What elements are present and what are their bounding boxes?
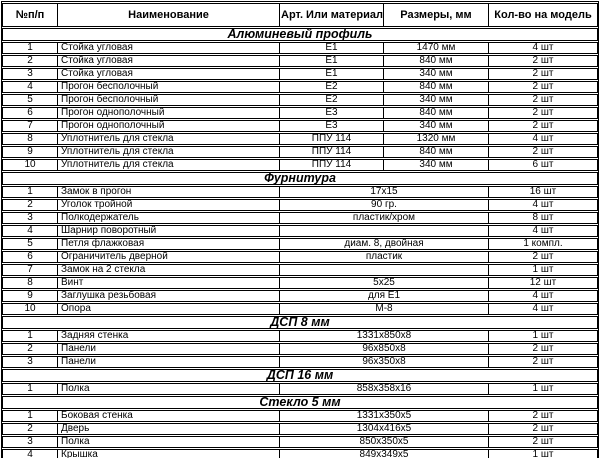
row-number-cell: 5 bbox=[2, 238, 58, 250]
row-size-cell: 840 мм bbox=[384, 107, 489, 119]
row-name-cell: Уплотнитель для стекла bbox=[58, 146, 280, 158]
row-art-cell: Е3 bbox=[280, 107, 384, 119]
table-body bbox=[2, 28, 598, 458]
row-number-cell: 1 bbox=[2, 383, 58, 395]
row-name-cell: Опора bbox=[58, 303, 280, 315]
row-spec-cell bbox=[280, 225, 489, 237]
row-spec-cell: для Е1 bbox=[280, 290, 489, 302]
row-qty-cell: 2 шт bbox=[489, 343, 598, 355]
row-size-cell: 340 мм bbox=[384, 159, 489, 171]
row-qty-cell: 4 шт bbox=[489, 303, 598, 315]
row-number-cell: 1 bbox=[2, 410, 58, 422]
row-name-cell: Стойка угловая bbox=[58, 55, 280, 67]
row-spec-cell: 1304х416х5 bbox=[280, 423, 489, 435]
row-qty-cell: 4 шт bbox=[489, 199, 598, 211]
row-qty-cell: 8 шт bbox=[489, 212, 598, 224]
row-name-cell: Петля флажковая bbox=[58, 238, 280, 250]
row-spec-cell: М-8 bbox=[280, 303, 489, 315]
table-row bbox=[2, 410, 598, 422]
row-number-cell: 3 bbox=[2, 436, 58, 448]
row-qty-cell: 1 шт bbox=[489, 383, 598, 395]
table-row bbox=[2, 199, 598, 211]
row-name-cell: Уплотнитель для стекла bbox=[58, 133, 280, 145]
row-qty-cell: 2 шт bbox=[489, 55, 598, 67]
row-number-cell: 8 bbox=[2, 133, 58, 145]
table-row bbox=[2, 449, 598, 458]
row-number-cell: 10 bbox=[2, 303, 58, 315]
row-number-cell: 9 bbox=[2, 146, 58, 158]
section-title: ДСП 8 мм bbox=[2, 316, 598, 329]
row-spec-cell: 96х850х8 bbox=[280, 343, 489, 355]
section-row bbox=[2, 172, 598, 185]
table-row bbox=[2, 120, 598, 132]
row-number-cell: 8 bbox=[2, 277, 58, 289]
row-name-cell: Прогон бесполочный bbox=[58, 81, 280, 93]
row-qty-cell: 4 шт bbox=[489, 290, 598, 302]
parts-table bbox=[2, 2, 598, 458]
row-spec-cell: 849х349х5 bbox=[280, 449, 489, 458]
table-row bbox=[2, 238, 598, 250]
row-qty-cell: 4 шт bbox=[489, 42, 598, 54]
row-art-cell: Е2 bbox=[280, 94, 384, 106]
row-spec-cell: 1331х350х5 bbox=[280, 410, 489, 422]
row-name-cell: Задняя стенка bbox=[58, 330, 280, 342]
row-number-cell: 4 bbox=[2, 225, 58, 237]
row-qty-cell: 4 шт bbox=[489, 225, 598, 237]
table-row bbox=[2, 264, 598, 276]
section-row bbox=[2, 396, 598, 409]
row-art-cell: ППУ 114 bbox=[280, 133, 384, 145]
row-qty-cell: 16 шт bbox=[489, 186, 598, 198]
row-spec-cell: 17х15 bbox=[280, 186, 489, 198]
row-number-cell: 4 bbox=[2, 449, 58, 458]
row-name-cell: Прогон бесполочный bbox=[58, 94, 280, 106]
row-art-cell: Е3 bbox=[280, 120, 384, 132]
row-number-cell: 6 bbox=[2, 251, 58, 263]
row-qty-cell: 2 шт bbox=[489, 81, 598, 93]
table-row bbox=[2, 68, 598, 80]
table-row bbox=[2, 212, 598, 224]
row-qty-cell: 12 шт bbox=[489, 277, 598, 289]
row-spec-cell: 5х25 bbox=[280, 277, 489, 289]
table-row bbox=[2, 159, 598, 171]
column-header: Размеры, мм bbox=[384, 3, 489, 27]
table-row bbox=[2, 146, 598, 158]
row-name-cell: Боковая стенка bbox=[58, 410, 280, 422]
row-qty-cell: 2 шт bbox=[489, 120, 598, 132]
row-name-cell: Стойка угловая bbox=[58, 68, 280, 80]
table-row bbox=[2, 94, 598, 106]
row-number-cell: 3 bbox=[2, 212, 58, 224]
row-size-cell: 340 мм bbox=[384, 68, 489, 80]
row-qty-cell: 2 шт bbox=[489, 410, 598, 422]
row-number-cell: 1 bbox=[2, 186, 58, 198]
row-spec-cell: 858х358х16 bbox=[280, 383, 489, 395]
row-qty-cell: 2 шт bbox=[489, 436, 598, 448]
section-title: ДСП 16 мм bbox=[2, 369, 598, 382]
row-name-cell: Стойка угловая bbox=[58, 42, 280, 54]
row-spec-cell: пластик bbox=[280, 251, 489, 263]
row-number-cell: 3 bbox=[2, 68, 58, 80]
row-name-cell: Полка bbox=[58, 383, 280, 395]
row-art-cell: Е2 bbox=[280, 81, 384, 93]
row-art-cell: Е1 bbox=[280, 68, 384, 80]
table-row bbox=[2, 81, 598, 93]
row-number-cell: 7 bbox=[2, 120, 58, 132]
section-title: Фурнитура bbox=[2, 172, 598, 185]
section-row bbox=[2, 369, 598, 382]
row-size-cell: 340 мм bbox=[384, 120, 489, 132]
row-name-cell: Ограничитель дверной bbox=[58, 251, 280, 263]
table-row bbox=[2, 423, 598, 435]
row-number-cell: 10 bbox=[2, 159, 58, 171]
row-art-cell: ППУ 114 bbox=[280, 159, 384, 171]
row-art-cell: Е1 bbox=[280, 55, 384, 67]
row-qty-cell: 1 шт bbox=[489, 330, 598, 342]
row-spec-cell: 850х350х5 bbox=[280, 436, 489, 448]
row-qty-cell: 1 шт bbox=[489, 264, 598, 276]
row-name-cell: Заглушка резьбовая bbox=[58, 290, 280, 302]
table-row bbox=[2, 186, 598, 198]
row-name-cell: Полкодержатель bbox=[58, 212, 280, 224]
section-row bbox=[2, 28, 598, 41]
row-name-cell: Шарнир поворотный bbox=[58, 225, 280, 237]
row-spec-cell: 96х350х8 bbox=[280, 356, 489, 368]
row-number-cell: 1 bbox=[2, 42, 58, 54]
row-size-cell: 340 мм bbox=[384, 94, 489, 106]
row-name-cell: Замок на 2 стекла bbox=[58, 264, 280, 276]
row-art-cell: Е1 bbox=[280, 42, 384, 54]
row-number-cell: 2 bbox=[2, 199, 58, 211]
row-size-cell: 1320 мм bbox=[384, 133, 489, 145]
header-row bbox=[2, 3, 598, 27]
table-row bbox=[2, 251, 598, 263]
row-number-cell: 2 bbox=[2, 55, 58, 67]
row-number-cell: 7 bbox=[2, 264, 58, 276]
row-spec-cell: 90 гр. bbox=[280, 199, 489, 211]
row-qty-cell: 2 шт bbox=[489, 423, 598, 435]
table-row bbox=[2, 330, 598, 342]
row-qty-cell: 2 шт bbox=[489, 68, 598, 80]
row-qty-cell: 1 шт bbox=[489, 449, 598, 458]
row-number-cell: 4 bbox=[2, 81, 58, 93]
row-number-cell: 1 bbox=[2, 330, 58, 342]
table-row bbox=[2, 383, 598, 395]
section-row bbox=[2, 316, 598, 329]
row-name-cell: Крышка bbox=[58, 449, 280, 458]
table-row bbox=[2, 107, 598, 119]
column-header: Наименование bbox=[58, 3, 280, 27]
table-row bbox=[2, 55, 598, 67]
table-row bbox=[2, 42, 598, 54]
section-title: Алюминевый профиль bbox=[2, 28, 598, 41]
table-row bbox=[2, 343, 598, 355]
row-name-cell: Панели bbox=[58, 343, 280, 355]
row-name-cell: Прогон однополочный bbox=[58, 107, 280, 119]
row-name-cell: Замок в прогон bbox=[58, 186, 280, 198]
column-header: №п/п bbox=[2, 3, 58, 27]
row-name-cell: Винт bbox=[58, 277, 280, 289]
row-size-cell: 840 мм bbox=[384, 55, 489, 67]
row-name-cell: Панели bbox=[58, 356, 280, 368]
row-name-cell: Полка bbox=[58, 436, 280, 448]
row-number-cell: 6 bbox=[2, 107, 58, 119]
row-qty-cell: 2 шт bbox=[489, 356, 598, 368]
row-qty-cell: 2 шт bbox=[489, 107, 598, 119]
table-row bbox=[2, 277, 598, 289]
row-name-cell: Уплотнитель для стекла bbox=[58, 159, 280, 171]
row-spec-cell: диам. 8, двойная bbox=[280, 238, 489, 250]
row-spec-cell bbox=[280, 264, 489, 276]
row-number-cell: 5 bbox=[2, 94, 58, 106]
table-row bbox=[2, 133, 598, 145]
row-spec-cell: пластик/хром bbox=[280, 212, 489, 224]
table-row bbox=[2, 290, 598, 302]
section-title: Стекло 5 мм bbox=[2, 396, 598, 409]
row-size-cell: 840 мм bbox=[384, 146, 489, 158]
row-name-cell: Уголок тройной bbox=[58, 199, 280, 211]
row-name-cell: Прогон однополочный bbox=[58, 120, 280, 132]
row-qty-cell: 2 шт bbox=[489, 251, 598, 263]
table-row bbox=[2, 436, 598, 448]
row-qty-cell: 2 шт bbox=[489, 146, 598, 158]
table-row bbox=[2, 225, 598, 237]
row-size-cell: 1470 мм bbox=[384, 42, 489, 54]
row-art-cell: ППУ 114 bbox=[280, 146, 384, 158]
row-number-cell: 3 bbox=[2, 356, 58, 368]
table-header bbox=[2, 3, 598, 27]
row-size-cell: 840 мм bbox=[384, 81, 489, 93]
row-qty-cell: 6 шт bbox=[489, 159, 598, 171]
row-number-cell: 9 bbox=[2, 290, 58, 302]
row-name-cell: Дверь bbox=[58, 423, 280, 435]
table-row bbox=[2, 356, 598, 368]
row-qty-cell: 4 шт bbox=[489, 133, 598, 145]
row-number-cell: 2 bbox=[2, 343, 58, 355]
row-qty-cell: 1 компл. bbox=[489, 238, 598, 250]
row-spec-cell: 1331х850х8 bbox=[280, 330, 489, 342]
column-header: Кол-во на модель bbox=[489, 3, 598, 27]
table-row bbox=[2, 303, 598, 315]
row-qty-cell: 2 шт bbox=[489, 94, 598, 106]
column-header: Арт. Или материал bbox=[280, 3, 384, 27]
table-frame bbox=[1, 1, 599, 458]
row-number-cell: 2 bbox=[2, 423, 58, 435]
